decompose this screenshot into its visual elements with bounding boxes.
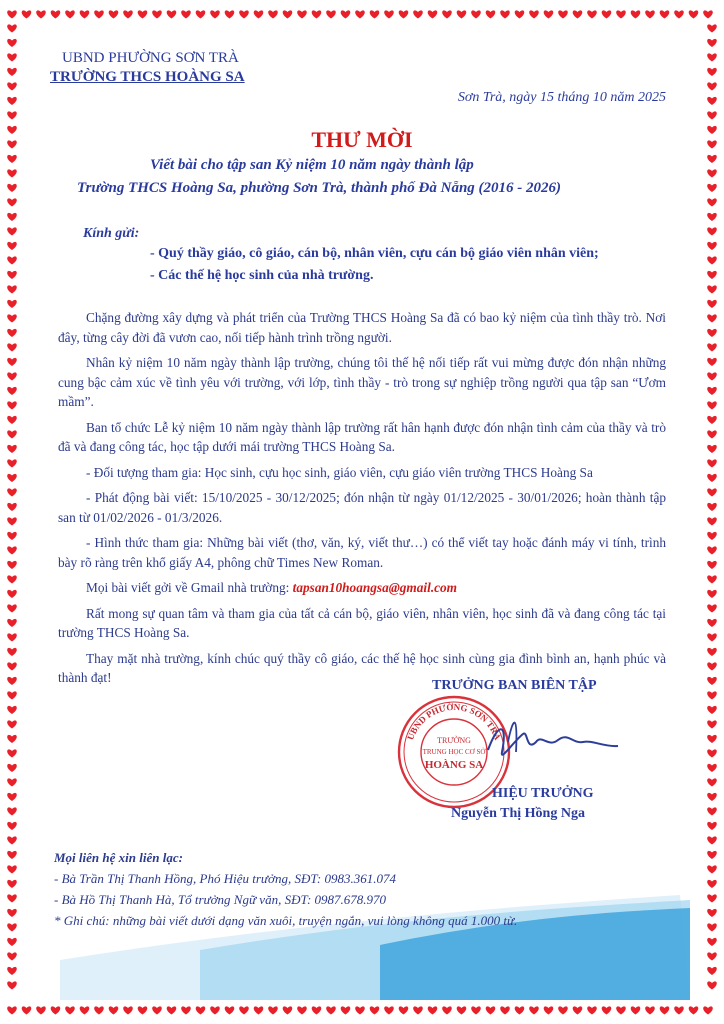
heart-icon <box>707 97 717 105</box>
heart-icon <box>7 314 17 322</box>
heart-icon <box>7 53 17 61</box>
heart-icon <box>123 10 133 18</box>
heart-icon <box>707 749 717 757</box>
heart-icon <box>707 691 717 699</box>
heart-icon <box>7 503 17 511</box>
paragraph: Rất mong sự quan tâm và tham gia của tất cả cán bộ, giáo viên, nhân viên, học sinh đã và đang công tác tại trường THCS Hoàng Sa. <box>58 605 666 640</box>
heart-icon <box>7 590 17 598</box>
heart-icon <box>515 1006 525 1014</box>
heart-icon <box>7 213 17 221</box>
heart-icon <box>703 1006 713 1014</box>
heart-icon <box>707 778 717 786</box>
heart-icon <box>283 10 293 18</box>
heart-icon <box>65 10 75 18</box>
heart-icon <box>7 691 17 699</box>
heart-icon <box>297 1006 307 1014</box>
heart-icon <box>355 10 365 18</box>
svg-text:HOÀNG SA: HOÀNG SA <box>424 759 484 771</box>
handwritten-signature <box>478 712 628 772</box>
heart-icon <box>7 227 17 235</box>
heart-icon <box>7 633 17 641</box>
heart-icon <box>152 1006 162 1014</box>
heart-icon <box>7 793 17 801</box>
heart-icon <box>616 10 626 18</box>
heart-icon <box>707 532 717 540</box>
heart-icon <box>7 532 17 540</box>
heart-icon <box>707 619 717 627</box>
heart-icon <box>7 561 17 569</box>
org-line-1: UBND PHƯỜNG SƠN TRÀ <box>62 50 239 66</box>
heart-icon <box>7 430 17 438</box>
heart-icon <box>65 1006 75 1014</box>
heart-icon <box>7 300 17 308</box>
heart-icon <box>7 836 17 844</box>
heart-icon <box>707 39 717 47</box>
heart-icon <box>471 1006 481 1014</box>
heart-icon <box>7 488 17 496</box>
email-link[interactable]: tapsan10hoangsa@gmail.com <box>292 580 458 595</box>
heart-icon <box>355 1006 365 1014</box>
heart-icon <box>167 10 177 18</box>
heart-icon <box>7 285 17 293</box>
heart-icon <box>558 1006 568 1014</box>
paragraph: Ban tổ chức Lễ kỷ niệm 10 năm ngày thành lập trường rất hân hạnh được đón nhận tình cảm của thầy và trò đã và đang công tác, học tập dưới mái trường THCS Hoàng Sa. <box>58 419 666 454</box>
heart-icon <box>7 851 17 859</box>
school-name: TRƯỜNG THCS HOÀNG SA <box>50 69 245 85</box>
heart-icon <box>7 474 17 482</box>
heart-icon <box>707 865 717 873</box>
heart-icon <box>7 517 17 525</box>
heart-icon <box>707 851 717 859</box>
heart-icon <box>707 488 717 496</box>
heart-icon <box>707 706 717 714</box>
heart-icon <box>442 10 452 18</box>
contact-note: * Ghi chú: những bài viết dưới dạng văn xuôi, truyện ngắn, vui lòng không quá 1.000 từ. <box>54 913 518 928</box>
heart-icon <box>210 10 220 18</box>
heart-icon <box>22 1006 32 1014</box>
heart-icon <box>707 416 717 424</box>
heart-icon <box>7 68 17 76</box>
heart-icon <box>7 865 17 873</box>
heart-icon <box>7 1006 17 1014</box>
heart-icon <box>707 517 717 525</box>
heart-icon <box>529 1006 539 1014</box>
heart-icon <box>707 677 717 685</box>
heart-icon <box>7 764 17 772</box>
heart-icon <box>707 24 717 32</box>
heart-icon <box>196 10 206 18</box>
paragraph: Chặng đường xây dựng và phát triển của Trường THCS Hoàng Sa đã có bao kỷ niệm của tình thầy trò. Nơi đây, từng cây đời đã vươn cao, nối tiếp hành trình trồng người. <box>58 310 666 345</box>
heart-icon <box>413 10 423 18</box>
heart-icon <box>587 1006 597 1014</box>
svg-text:TRƯỜNG: TRƯỜNG <box>437 736 471 745</box>
heart-icon <box>707 793 717 801</box>
heart-icon <box>707 633 717 641</box>
heart-icon <box>7 807 17 815</box>
heart-icon <box>94 1006 104 1014</box>
heart-icon <box>707 242 717 250</box>
heart-icon <box>707 300 717 308</box>
heart-icon <box>486 1006 496 1014</box>
heart-icon <box>7 822 17 830</box>
heart-icon <box>7 24 17 32</box>
heart-icon <box>7 387 17 395</box>
heart-icon <box>707 648 717 656</box>
heart-icon <box>7 648 17 656</box>
heart-icon <box>707 227 717 235</box>
heart-icon <box>707 169 717 177</box>
heart-icon <box>707 604 717 612</box>
heart-icon <box>51 1006 61 1014</box>
principal-name: Nguyễn Thị Hồng Nga <box>451 806 585 821</box>
heart-icon <box>471 10 481 18</box>
paragraph: - Đối tượng tham gia: Học sinh, cựu học sinh, giáo viên, cựu giáo viên trường THCS Hoàng Sa <box>86 464 593 480</box>
heart-icon <box>312 1006 322 1014</box>
heart-icon <box>558 10 568 18</box>
heart-icon <box>707 764 717 772</box>
signer-role: TRƯỞNG BAN BIÊN TẬP <box>432 678 597 693</box>
heart-icon <box>413 1006 423 1014</box>
heart-icon <box>7 546 17 554</box>
principal-title: HIỆU TRƯỞNG <box>492 786 594 801</box>
heart-icon <box>283 1006 293 1014</box>
heart-icon <box>80 1006 90 1014</box>
heart-icon <box>674 1006 684 1014</box>
heart-icon <box>138 10 148 18</box>
heart-icon <box>326 10 336 18</box>
heart-icon <box>631 1006 641 1014</box>
heart-icon <box>457 10 467 18</box>
heart-icon <box>707 387 717 395</box>
heart-icon <box>36 1006 46 1014</box>
heart-icon <box>341 10 351 18</box>
heart-icon <box>109 10 119 18</box>
heart-icon <box>703 10 713 18</box>
heart-icon <box>7 39 17 47</box>
heart-icon <box>707 401 717 409</box>
heart-icon <box>602 10 612 18</box>
heart-icon <box>707 82 717 90</box>
heart-icon <box>587 10 597 18</box>
heart-icon <box>225 10 235 18</box>
heart-icon <box>707 836 717 844</box>
heart-icon <box>51 10 61 18</box>
recipients-label: Kính gửi: <box>83 226 140 241</box>
heart-icon <box>500 10 510 18</box>
heart-icon <box>7 445 17 453</box>
heart-icon <box>616 1006 626 1014</box>
heart-icon <box>707 880 717 888</box>
heart-icon <box>80 10 90 18</box>
heart-icon <box>529 10 539 18</box>
heart-icon <box>7 256 17 264</box>
heart-icon <box>7 169 17 177</box>
heart-icon <box>602 1006 612 1014</box>
heart-icon <box>486 10 496 18</box>
contact-item: - Bà Hồ Thị Thanh Hà, Tổ trưởng Ngữ văn, SĐT: 0987.678.970 <box>54 892 387 907</box>
heart-icon <box>707 546 717 554</box>
heart-icon <box>707 155 717 163</box>
heart-icon <box>210 1006 220 1014</box>
heart-icon <box>7 97 17 105</box>
heart-icon <box>707 561 717 569</box>
heart-icon <box>36 10 46 18</box>
email-prefix: Mọi bài viết gởi về Gmail nhà trường: <box>86 580 293 595</box>
heart-icon <box>544 1006 554 1014</box>
heart-icon <box>428 10 438 18</box>
heart-icon <box>707 314 717 322</box>
recipient-1: - Quý thầy giáo, cô giáo, cán bộ, nhân viên, cựu cán bộ giáo viên nhân viên; <box>150 246 599 261</box>
heart-icon <box>7 271 17 279</box>
heart-icon <box>7 735 17 743</box>
subtitle-line-1: Viết bài cho tập san Kỷ niệm 10 năm ngày thành lập <box>150 157 474 173</box>
heart-icon <box>573 1006 583 1014</box>
heart-icon <box>7 720 17 728</box>
letter-body <box>58 308 666 694</box>
heart-icon <box>707 184 717 192</box>
heart-icon <box>645 10 655 18</box>
heart-icon <box>7 198 17 206</box>
heart-icon <box>138 1006 148 1014</box>
heart-icon <box>181 1006 191 1014</box>
heart-icon <box>7 604 17 612</box>
document-date: Sơn Trà, ngày 15 tháng 10 năm 2025 <box>457 90 666 105</box>
heart-icon <box>7 155 17 163</box>
contact-heading: Mọi liên hệ xin liên lạc: <box>54 850 183 865</box>
heart-icon <box>225 1006 235 1014</box>
heart-icon <box>7 778 17 786</box>
heart-icon <box>370 10 380 18</box>
heart-icon <box>123 1006 133 1014</box>
heart-icon <box>707 285 717 293</box>
heart-icon <box>645 1006 655 1014</box>
paragraph: - Hình thức tham gia: Những bài viết (thơ, văn, ký, viết thư…) có thể viết tay hoặc đánh máy vi tính, trình bày rõ ràng trên khổ giấy A4, phông chữ Times New Roman. <box>58 535 666 570</box>
heart-icon <box>707 53 717 61</box>
heart-icon <box>707 662 717 670</box>
heart-icon <box>707 430 717 438</box>
heart-icon <box>7 416 17 424</box>
paragraph: Nhân kỷ niệm 10 năm ngày thành lập trường, chúng tôi thế hệ nối tiếp rất vui mừng được đón nhận những cung bậc cảm xúc về tình yêu với trường, với lớp, tình thầy - trò trong sự nghiệp trồng người qua tập san “Ươm mầm”. <box>58 355 666 409</box>
heart-icon <box>457 1006 467 1014</box>
heart-icon <box>573 10 583 18</box>
heart-icon <box>7 184 17 192</box>
heart-icon <box>7 329 17 337</box>
heart-icon <box>428 1006 438 1014</box>
heart-icon <box>707 271 717 279</box>
heart-icon <box>631 10 641 18</box>
heart-icon <box>7 677 17 685</box>
heart-icon <box>7 706 17 714</box>
page-title: THƯ MỜI <box>311 127 413 152</box>
heart-icon <box>7 662 17 670</box>
heart-icon <box>707 256 717 264</box>
heart-icon <box>707 343 717 351</box>
heart-icon <box>152 10 162 18</box>
heart-icon <box>707 445 717 453</box>
heart-icon <box>660 10 670 18</box>
heart-icon <box>167 1006 177 1014</box>
heart-icon <box>707 735 717 743</box>
heart-icon <box>341 1006 351 1014</box>
heart-icon <box>7 372 17 380</box>
heart-icon <box>239 10 249 18</box>
heart-icon <box>7 82 17 90</box>
paragraph: - Phát động bài viết: 15/10/2025 - 30/12/2025; đón nhận từ ngày 01/12/2025 - 30/01/2026; hoàn thành tập san từ 01/02/2026 - 01/3/2026. <box>58 490 666 525</box>
heart-icon <box>707 213 717 221</box>
subtitle-line-2: Trường THCS Hoàng Sa, phường Sơn Trà, thành phố Đà Nẵng (2016 - 2026) <box>77 180 562 196</box>
heart-icon <box>312 10 322 18</box>
heart-icon <box>707 358 717 366</box>
heart-icon <box>544 10 554 18</box>
heart-icon <box>660 1006 670 1014</box>
heart-icon <box>94 10 104 18</box>
heart-icon <box>689 1006 699 1014</box>
heart-icon <box>707 807 717 815</box>
heart-icon <box>399 1006 409 1014</box>
heart-icon <box>268 1006 278 1014</box>
heart-icon <box>7 111 17 119</box>
heart-icon <box>297 10 307 18</box>
heart-icon <box>370 1006 380 1014</box>
heart-icon <box>384 10 394 18</box>
heart-icon <box>7 242 17 250</box>
heart-icon <box>109 1006 119 1014</box>
heart-icon <box>707 822 717 830</box>
heart-icon <box>442 1006 452 1014</box>
heart-icon <box>689 10 699 18</box>
heart-icon <box>7 880 17 888</box>
heart-icon <box>196 1006 206 1014</box>
heart-icon <box>707 503 717 511</box>
heart-icon <box>7 358 17 366</box>
heart-icon <box>7 749 17 757</box>
heart-icon <box>399 10 409 18</box>
heart-icon <box>326 1006 336 1014</box>
heart-icon <box>268 10 278 18</box>
heart-icon <box>707 474 717 482</box>
heart-icon <box>707 575 717 583</box>
heart-icon <box>22 10 32 18</box>
heart-icon <box>7 619 17 627</box>
contact-block <box>54 847 517 931</box>
heart-icon <box>7 10 17 18</box>
contact-item: - Bà Trần Thị Thanh Hồng, Phó Hiệu trưởng, SĐT: 0983.361.074 <box>54 871 396 886</box>
heart-icon <box>181 10 191 18</box>
heart-icon <box>707 111 717 119</box>
heart-icon <box>7 575 17 583</box>
heart-icon <box>384 1006 394 1014</box>
paragraph-email <box>58 578 666 598</box>
heart-icon <box>707 372 717 380</box>
heart-icon <box>707 720 717 728</box>
heart-icon <box>500 1006 510 1014</box>
heart-icon <box>254 1006 264 1014</box>
heart-icon <box>707 198 717 206</box>
heart-icon <box>707 68 717 76</box>
heart-icon <box>7 401 17 409</box>
heart-icon <box>674 10 684 18</box>
heart-icon <box>515 10 525 18</box>
heart-icon <box>707 590 717 598</box>
heart-icon <box>707 329 717 337</box>
svg-text:UBND PHƯỜNG SƠN TRÀ: UBND PHƯỜNG SƠN TRÀ <box>405 701 503 742</box>
paragraph: Thay mặt nhà trường, kính chúc quý thầy cô giáo, các thế hệ học sinh cùng gia đình bình an, hạnh phúc và thành đạt! <box>58 650 666 685</box>
heart-icon <box>254 10 264 18</box>
heart-icon <box>7 343 17 351</box>
heart-icon <box>707 459 717 467</box>
heart-icon <box>7 459 17 467</box>
svg-text:TRUNG HỌC CƠ SỞ: TRUNG HỌC CƠ SỞ <box>422 748 486 756</box>
recipient-2: - Các thế hệ học sinh của nhà trường. <box>150 268 374 283</box>
heart-icon <box>239 1006 249 1014</box>
